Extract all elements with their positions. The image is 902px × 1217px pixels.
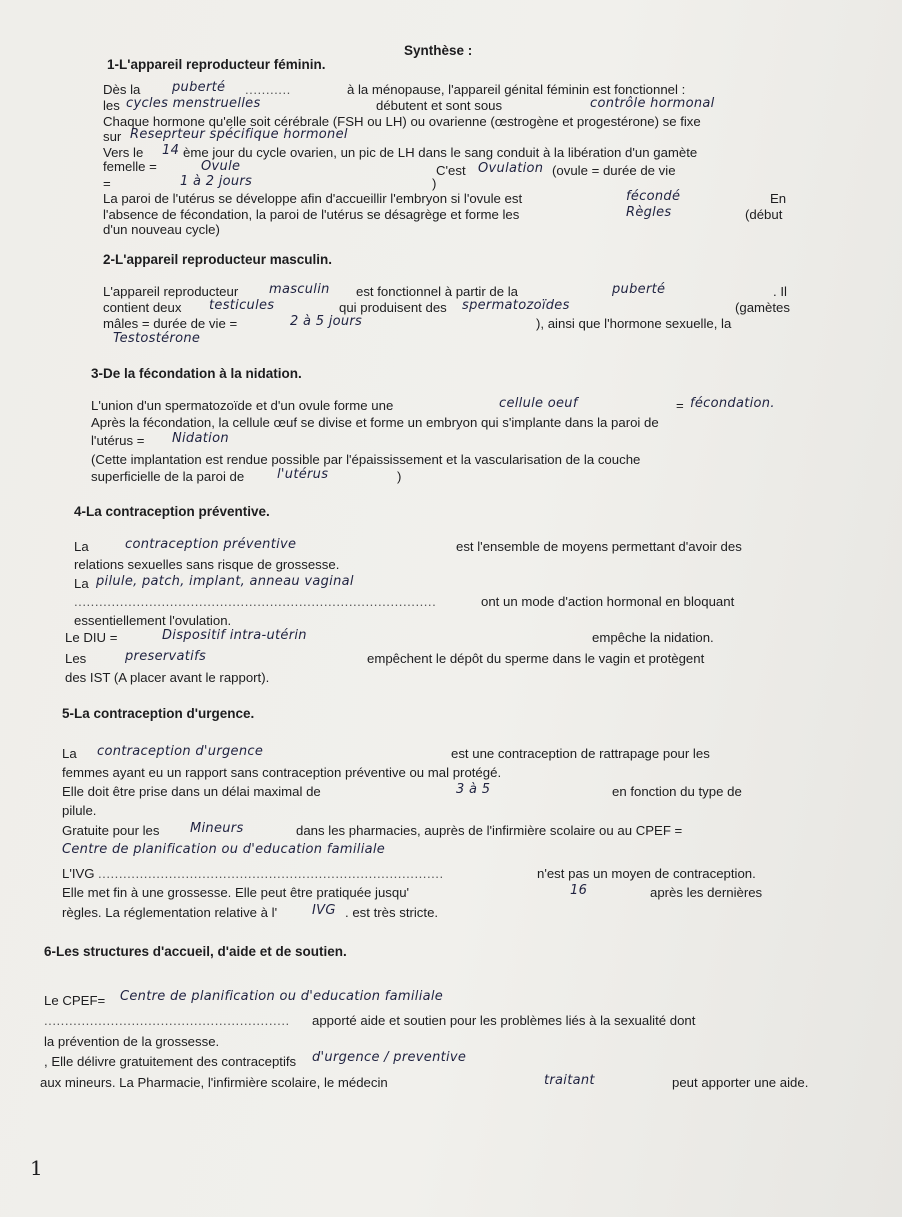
text: Elle doit être prise dans un délai maximal de (62, 784, 321, 799)
handwritten-answer: contraception d'urgence (97, 744, 264, 759)
text: C'est (436, 163, 466, 178)
handwritten-answer: d'urgence / preventive (312, 1050, 467, 1065)
handwritten-answer: puberté (172, 80, 226, 95)
text: est fonctionnel à partir de la (356, 284, 519, 299)
text: empêchent le dépôt du sperme dans le vagin et protègent (367, 651, 705, 666)
text: La (74, 576, 89, 591)
text: débutent et sont sous (376, 98, 503, 113)
text: ont un mode d'action hormonal en bloquant (481, 594, 735, 609)
text: = (676, 398, 684, 413)
text: les (103, 98, 120, 113)
text: . est très stricte. (345, 905, 439, 920)
handwritten-answer: Mineurs (190, 821, 244, 836)
fill-dots: ................................................................................... (98, 866, 444, 881)
text: sur (103, 129, 122, 144)
handwritten-answer: Ovule (201, 159, 241, 174)
text: apporté aide et soutien pour les problèmes liés à la sexualité dont (312, 1013, 696, 1028)
text: à la ménopause, l'appareil génital féminin est fonctionnel : (347, 82, 686, 97)
text: mâles = durée de vie = (103, 316, 238, 331)
text: Dès la (103, 82, 141, 97)
text: l'absence de fécondation, la paroi de l'utérus se désagrège et forme les (103, 207, 520, 222)
handwritten-answer: testicules (209, 298, 275, 313)
handwritten-answer: cycles menstruelles (126, 96, 261, 111)
text: après les dernières (650, 885, 763, 900)
text: peut apporter une aide. (672, 1075, 809, 1090)
section-5-heading: 5-La contraception d'urgence. (62, 706, 255, 721)
handwritten-answer: puberté (612, 282, 666, 297)
text: Les (65, 651, 87, 666)
text: règles. La réglementation relative à l' (62, 905, 278, 920)
page-title: Synthèse : (404, 43, 473, 58)
text: la prévention de la grossesse. (44, 1034, 220, 1049)
handwritten-answer: preservatifs (125, 649, 207, 664)
handwritten-answer: fécondation. (690, 396, 775, 411)
text: l'utérus = (91, 433, 145, 448)
text: ) (432, 176, 437, 191)
handwritten-answer: IVG (312, 903, 336, 918)
text: superficielle de la paroi de (91, 469, 245, 484)
text: n'est pas un moyen de contraception. (537, 866, 756, 881)
text: Le DIU = (65, 630, 118, 645)
handwritten-answer: l'utérus (277, 467, 329, 482)
handwritten-answer: 1 à 2 jours (180, 174, 253, 189)
handwritten-answer: cellule oeuf (499, 396, 578, 411)
text: empêche la nidation. (592, 630, 714, 645)
handwritten-answer: contrôle hormonal (590, 96, 715, 111)
handwritten-answer: traitant (544, 1073, 595, 1088)
text: (ovule = durée de vie (552, 163, 676, 178)
text: d'un nouveau cycle) (103, 222, 220, 237)
text: L'IVG (62, 866, 95, 881)
text: (gamètes (735, 300, 790, 315)
text: dans les pharmacies, auprès de l'infirmière scolaire ou au CPEF = (296, 823, 683, 838)
text: pilule. (62, 803, 97, 818)
text: ème jour du cycle ovarien, un pic de LH dans le sang conduit à la libération d'un gamète (183, 145, 698, 160)
text: (début (745, 207, 783, 222)
handwritten-answer: 2 à 5 jours (290, 314, 363, 329)
text: (Cette implantation est rendue possible par l'épaississement et la vascularisation de la couche (91, 452, 641, 467)
text: Vers le (103, 145, 144, 160)
text: , Elle délivre gratuitement des contraceptifs (44, 1054, 297, 1069)
handwritten-answer: Nidation (172, 431, 229, 446)
handwritten-answer: Centre de planification ou d'education familiale (120, 989, 444, 1004)
handwritten-answer: Centre de planification ou d'education familiale (62, 842, 386, 857)
text: Elle met fin à une grossesse. Elle peut être pratiquée jusqu' (62, 885, 410, 900)
text: = (103, 176, 111, 191)
section-6-heading: 6-Les structures d'accueil, d'aide et de soutien. (44, 944, 347, 959)
handwritten-answer: 16 (570, 883, 588, 898)
handwritten-answer: 3 à 5 (456, 782, 491, 797)
text: est l'ensemble de moyens permettant d'avoir des (456, 539, 742, 554)
handwritten-answer: Règles (626, 205, 672, 220)
section-1-heading: 1-L'appareil reproducteur féminin. (107, 57, 326, 72)
handwritten-answer: fécondé (626, 189, 681, 204)
handwritten-answer: masculin (269, 282, 330, 297)
handwritten-answer: Ovulation (478, 161, 544, 176)
text: relations sexuelles sans risque de grossesse. (74, 557, 340, 572)
text: L'union d'un spermatozoïde et d'un ovule forme une (91, 398, 394, 413)
handwritten-answer: pilule, patch, implant, anneau vaginal (96, 574, 354, 589)
text: est une contraception de rattrapage pour les (451, 746, 710, 761)
text: Le CPEF= (44, 993, 106, 1008)
text: femelle = (103, 159, 157, 174)
fill-dots: ........... (245, 82, 291, 97)
text: ) (397, 469, 402, 484)
page-number: 1 (30, 1156, 43, 1180)
handwritten-answer: contraception préventive (125, 537, 297, 552)
fill-dots: ....................................................................................... (74, 594, 437, 609)
text: Après la fécondation, la cellule œuf se divise et forme un embryon qui s'implante dans la paroi de (91, 415, 659, 430)
text: femmes ayant eu un rapport sans contraception préventive ou mal protégé. (62, 765, 502, 780)
handwritten-answer: Testostérone (113, 331, 201, 346)
handwritten-answer: 14 (162, 143, 180, 158)
text: ), ainsi que l'hormone sexuelle, la (536, 316, 732, 331)
text: L'appareil reproducteur (103, 284, 239, 299)
text: Chaque hormone qu'elle soit cérébrale (FSH ou LH) ou ovarienne (œstrogène et progestérone) se fixe (103, 114, 701, 129)
fill-dots: ........................................................... (44, 1013, 290, 1028)
section-2-heading: 2-L'appareil reproducteur masculin. (103, 252, 333, 267)
text: En (770, 191, 787, 206)
section-3-heading: 3-De la fécondation à la nidation. (91, 366, 302, 381)
text: . Il (773, 284, 787, 299)
handwritten-answer: spermatozoïdes (462, 298, 570, 313)
text: contient deux (103, 300, 182, 315)
text: des IST (A placer avant le rapport). (65, 670, 270, 685)
text: La (62, 746, 77, 761)
text: qui produisent des (339, 300, 447, 315)
text: La (74, 539, 89, 554)
handwritten-answer: Dispositif intra-utérin (162, 628, 307, 643)
text: essentiellement l'ovulation. (74, 613, 232, 628)
text: aux mineurs. La Pharmacie, l'infirmière scolaire, le médecin (40, 1075, 388, 1090)
text: Gratuite pour les (62, 823, 160, 838)
section-4-heading: 4-La contraception préventive. (74, 504, 270, 519)
text: La paroi de l'utérus se développe afin d'accueillir l'embryon si l'ovule est (103, 191, 523, 206)
handwritten-answer: Reseprteur spécifique hormonel (130, 127, 348, 142)
text: en fonction du type de (612, 784, 742, 799)
